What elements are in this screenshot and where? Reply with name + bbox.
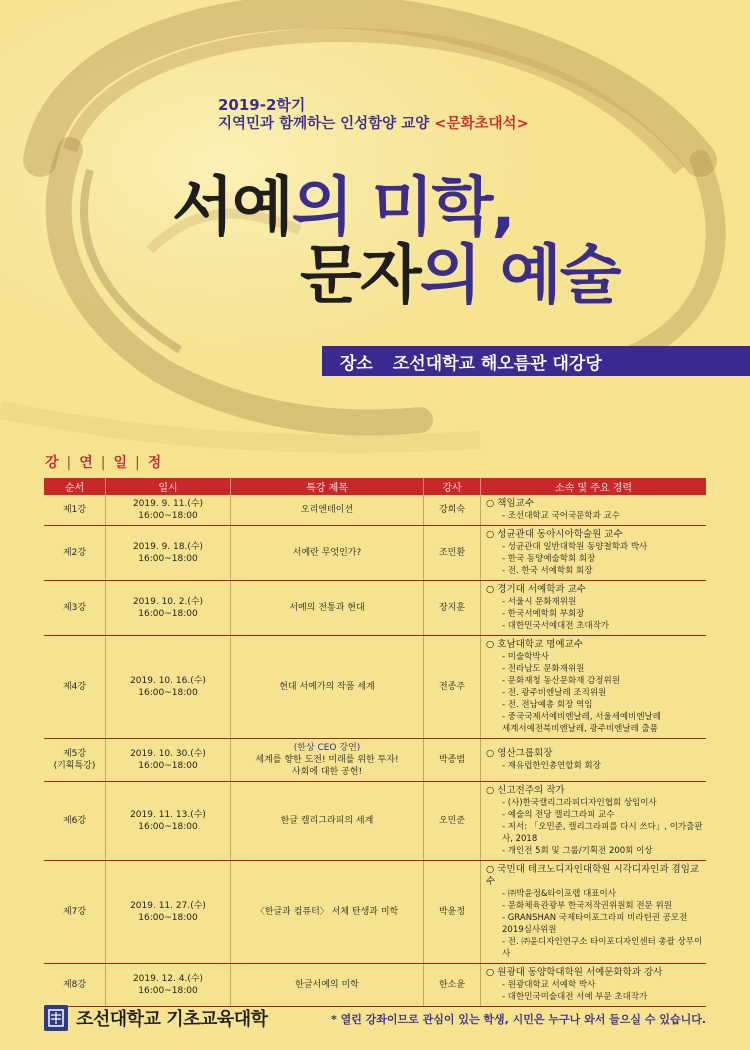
title-line2-part-a: 문자 xyxy=(300,239,420,313)
lecture-number: 제3강 xyxy=(62,603,87,613)
lecture-time: 16:00~18:00 xyxy=(138,511,198,521)
col-header-career: 소속 및 주요 경력 xyxy=(481,478,707,495)
cell-order xyxy=(44,782,106,861)
cell-order xyxy=(44,495,106,526)
university-logo xyxy=(44,1005,268,1031)
speaker-name: 장지훈 xyxy=(438,603,466,613)
lecture-number: 제5강 xyxy=(62,749,87,759)
career-item: - 원광대학교 서예학 박사 xyxy=(502,980,596,990)
cell-career xyxy=(481,526,707,581)
cell-date xyxy=(106,526,231,581)
col-header-date: 일시 xyxy=(106,478,231,495)
lecture-number: 제7강 xyxy=(62,907,87,917)
subtitle-block xyxy=(218,96,529,134)
lecture-date: 2019. 10. 30.(수) xyxy=(130,749,206,759)
footer-note: * 열린 강좌이므로 관심이 있는 학생, 시민은 누구나 와서 들으실 수 있습니다. xyxy=(330,1013,706,1026)
lecture-number: 제1강 xyxy=(62,505,87,515)
career-item: - 대한민국서예대전 초대작가 xyxy=(502,621,610,631)
course-prefix: 지역민과 함께하는 인성함양 교양 xyxy=(218,116,435,132)
career-heading: ○ 호남대학교 명예교수 xyxy=(486,639,583,650)
title-line-2 xyxy=(300,224,619,316)
speaker-name: 전종주 xyxy=(438,682,466,692)
lecture-number: 제8강 xyxy=(62,980,87,990)
cell-speaker xyxy=(424,526,481,581)
logo-text: 조선대학교 기초교육대학 xyxy=(76,1009,268,1030)
career-item: 세계서예전북비엔날레, 광주비엔날레 출품 xyxy=(502,724,658,734)
lecture-time: 16:00~18:00 xyxy=(138,761,198,771)
schedule-label-char: 일 xyxy=(113,455,129,471)
career-heading: ○ 영산그룹회장 xyxy=(486,748,553,759)
table-row xyxy=(44,526,706,581)
career-item: - 전. 전남예총 회장 역임 xyxy=(502,700,593,710)
lecture-time: 16:00~18:00 xyxy=(138,688,198,698)
lecture-number: 제2강 xyxy=(62,548,87,558)
career-item: - GRANSHAN 국제타이포그라피 비라틴권 공모전 2019심사위원 xyxy=(502,913,688,935)
lecture-topic: 서예란 무엇인가? xyxy=(292,548,362,558)
lecture-topic: 오리엔테이션 xyxy=(300,505,354,515)
cell-career xyxy=(481,861,707,964)
lecture-date: 2019. 9. 18.(수) xyxy=(132,542,204,552)
cell-topic xyxy=(231,526,424,581)
schedule-table xyxy=(44,478,706,1007)
career-item: - 성균관대 일반대학원 동양철학과 박사 xyxy=(502,542,648,552)
cell-topic xyxy=(231,739,424,782)
lecture-topic: 서예의 전통과 현대 xyxy=(289,603,365,613)
lecture-date: 2019. 11. 27.(수) xyxy=(130,901,206,911)
lecture-date: 2019. 9. 11.(수) xyxy=(132,499,204,509)
cell-speaker xyxy=(424,581,481,636)
course-highlight: <문화초대석> xyxy=(434,116,529,132)
career-item: - 서울시 문화재위원 xyxy=(502,597,577,607)
lecture-time: 16:00~18:00 xyxy=(138,913,198,923)
career-item: - 전. 광주비엔날레 조직위원 xyxy=(502,688,607,698)
table-row xyxy=(44,739,706,782)
career-heading: ○ 성균관대 동아시아학술원 교수 xyxy=(486,529,623,540)
venue-value: 조선대학교 해오름관 대강당 xyxy=(392,353,602,374)
cell-date xyxy=(106,861,231,964)
cell-speaker xyxy=(424,861,481,964)
speaker-name: 한소윤 xyxy=(438,980,466,990)
cell-speaker xyxy=(424,782,481,861)
cell-speaker xyxy=(424,739,481,782)
title-line1-part-a: 서예 xyxy=(172,171,292,245)
cell-order xyxy=(44,739,106,782)
lecture-time: 16:00~18:00 xyxy=(138,554,198,564)
title-line1-part-b: 의 xyxy=(291,171,352,245)
title-line2-part-b: 의 xyxy=(419,239,480,313)
lecture-date: 2019. 10. 2.(수) xyxy=(132,597,204,607)
schedule-label-char: 연 xyxy=(79,455,94,471)
table-header-row xyxy=(44,478,706,495)
cell-topic xyxy=(231,495,424,526)
speaker-name: 박윤정 xyxy=(438,907,466,917)
career-heading: ○ 책임교수 xyxy=(486,498,535,509)
cell-order xyxy=(44,581,106,636)
table-row xyxy=(44,861,706,964)
career-item: - 조선대학교 국어국문학과 교수 xyxy=(502,511,620,521)
cell-topic xyxy=(231,861,424,964)
lecture-date: 2019. 12. 4.(수) xyxy=(132,974,204,984)
cell-topic xyxy=(231,782,424,861)
career-item: - 문화체육관광부 한국저작권위원회 전문 위원 xyxy=(502,901,672,911)
career-heading: ○ 신고전주의 작가 xyxy=(486,785,565,796)
table-row xyxy=(44,964,706,1007)
career-item: - 한국 동양예술학회 회장 xyxy=(502,554,596,564)
cell-date xyxy=(106,581,231,636)
speaker-name: 박종범 xyxy=(438,755,466,765)
cell-speaker xyxy=(424,636,481,739)
cell-topic xyxy=(231,581,424,636)
cell-order xyxy=(44,636,106,739)
semester-text: 2019-2학기 xyxy=(218,96,306,114)
career-item: - 전. ㈜윤디자인연구소 타이포디자인센터 총괄 상무이사 xyxy=(502,937,703,959)
cell-career xyxy=(481,739,707,782)
career-heading: ○ 국민대 테크노디자인대학원 시각디자인과 겸임교수 xyxy=(486,864,700,887)
lecture-number: 제4강 xyxy=(62,682,87,692)
schedule-label: 강 | 연 | 일 | 정 xyxy=(45,455,163,471)
speaker-name: 오민준 xyxy=(438,816,466,826)
table-row xyxy=(44,782,706,861)
cell-career xyxy=(481,581,707,636)
career-item: - 미술학박사 xyxy=(502,652,549,662)
lecture-number: 제6강 xyxy=(62,816,87,826)
cell-speaker xyxy=(424,964,481,1007)
lecture-topic-prefix: (한상 CEO 강연) xyxy=(293,743,361,753)
career-item: - 재유럽한인총연합회 회장 xyxy=(502,761,601,771)
cell-topic xyxy=(231,964,424,1007)
cell-topic xyxy=(231,636,424,739)
table-row xyxy=(44,581,706,636)
schedule-label-char: 강 xyxy=(45,455,60,471)
cell-career xyxy=(481,782,707,861)
cell-order xyxy=(44,526,106,581)
cell-date xyxy=(106,782,231,861)
lecture-time: 16:00~18:00 xyxy=(138,609,198,619)
lecture-topic: 〈한글과 컴퓨터〉 서체 탄생과 미학 xyxy=(255,907,399,917)
cell-order xyxy=(44,861,106,964)
title-line2-part-c: 예술 xyxy=(479,239,620,313)
cell-date xyxy=(106,636,231,739)
lecture-topic: 한글서예의 미학 xyxy=(295,980,359,990)
career-item: - 중국국제서예비엔날레, 서울세예비엔날레 xyxy=(502,712,661,722)
university-seal-icon xyxy=(44,1005,68,1031)
career-item: - 대한민국미술대전 서예 부문 초대작가 xyxy=(502,992,648,1002)
table-row xyxy=(44,636,706,739)
cell-career xyxy=(481,964,707,1007)
lecture-topic: 한글 캘리그라피의 세계 xyxy=(280,816,374,826)
career-item: - 저서: 「오민준, 캘리그라피를 다시 쓰다」, 이가출판사, 2018 xyxy=(502,822,703,844)
lecture-topic: 현대 서예가의 작품 세계 xyxy=(279,682,375,692)
career-item: - (사)한국캘리그라피디자인협회 상임이사 xyxy=(502,798,657,808)
career-item: - 예술의 전당 캘리그라피 교수 xyxy=(502,810,615,820)
lecture-time: 16:00~18:00 xyxy=(138,986,198,996)
schedule-label-char: 정 xyxy=(147,455,163,471)
career-item: - 전. 한국 서예학회 회장 xyxy=(502,566,593,576)
course-text xyxy=(218,115,529,134)
cell-date xyxy=(106,495,231,526)
col-header-order: 순서 xyxy=(44,478,106,495)
career-item: - ㈜박윤정&타이포랩 대표이사 xyxy=(502,889,616,899)
cell-date xyxy=(106,739,231,782)
lecture-topic: 세계를 향한 도전! 미래를 위한 투자! xyxy=(255,755,399,765)
career-heading: ○ 원광대 동양학대학원 서예문화학과 강사 xyxy=(486,967,663,978)
career-item: - 개인전 5회 및 그룹/기획전 200회 이상 xyxy=(502,846,653,856)
cell-career xyxy=(481,636,707,739)
cell-order xyxy=(44,964,106,1007)
cell-speaker xyxy=(424,495,481,526)
table-row xyxy=(44,495,706,526)
career-item: - 한국서예학회 부회장 xyxy=(502,609,585,619)
col-header-speaker: 강사 xyxy=(424,478,481,495)
lecture-number-note: (기획특강) xyxy=(53,761,96,771)
career-heading: ○ 경기대 서예학과 교수 xyxy=(486,584,586,595)
career-item: - 문화재청 동산문화재 감정위원 xyxy=(502,676,620,686)
speaker-name: 강희숙 xyxy=(438,505,466,515)
venue-bar xyxy=(322,346,750,376)
col-header-topic: 특강 제목 xyxy=(231,478,424,495)
cell-date xyxy=(106,964,231,1007)
lecture-date: 2019. 11. 13.(수) xyxy=(130,810,206,820)
venue-label: 장소 xyxy=(340,353,373,374)
title-line1-part-c: 미학, xyxy=(351,171,514,245)
lecture-topic-line2: 사회에 대한 공헌! xyxy=(291,767,363,777)
career-item: - 전라남도 문화재위원 xyxy=(502,664,585,674)
cell-career xyxy=(481,495,707,526)
speaker-name: 조민환 xyxy=(438,548,466,558)
lecture-date: 2019. 10. 16.(수) xyxy=(130,676,206,686)
lecture-time: 16:00~18:00 xyxy=(138,822,198,832)
